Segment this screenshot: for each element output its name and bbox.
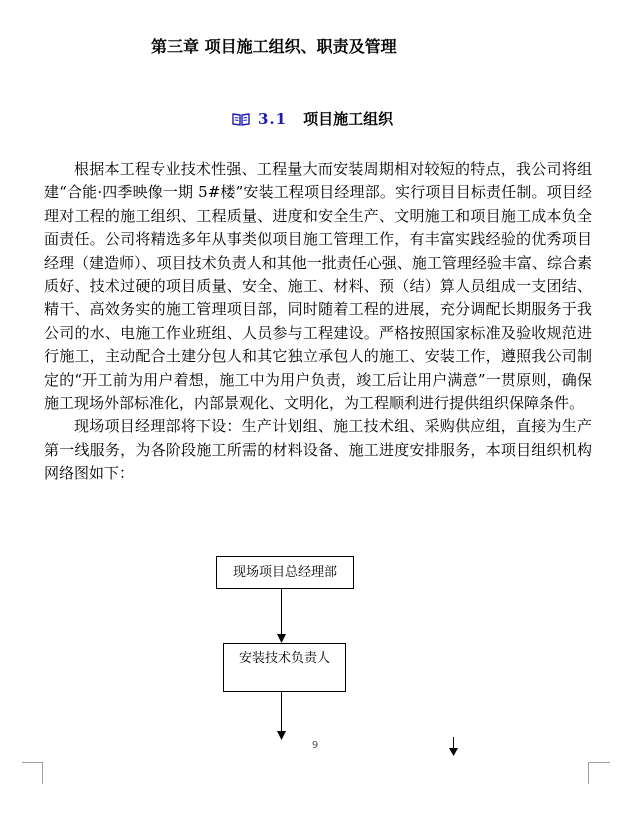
section-title: 项目施工组织 [303, 110, 394, 128]
org-chart-mid-box: 安装技术负责人 [223, 643, 346, 692]
body-text [44, 158, 592, 486]
paragraph-1: 根据本工程专业技术性强、工程量大而安装周期相对较短的特点，我公司将组建“合能·四季映像一期 5#楼”安装工程项目经理部。实行项目目标责任制。项目经理对工程的施工组织、工程质量、进度和安全生产、文明施工和项目施工成本负全面责任。公司将精选多年从事类似项目施工管理工作，有丰富实践经验的优秀项目经理（建造师）、项目技术负责人和其他一批责任心强、施工管理经验丰富、综合素质好、技术过硬的项目质量、安全、施工、材料、预（结）算人员组成一支团结、精干、高效务实的施工管理项目部，同时随着工程的进展，充分调配长期服务于我公司的水、电施工作业班组、人员参与工程建设。严格按照国家标准及验收规范进行施工，主动配合土建分包人和其它独立承包人的施工、安装工作，遵照我公司制定的“开工前为用户着想，施工中为用户负责，竣工后让用户满意”一贯原则，确保施工现场外部标准化，内部景观化、文明化，为工程顺利进行提供组织保障条件。 [44, 160, 592, 413]
page-corner-mark-right-h [588, 762, 610, 763]
arrow-down-icon [277, 731, 286, 740]
book-icon [232, 112, 250, 126]
org-chart-top-box: 现场项目总经理部 [216, 556, 354, 589]
connector-line-1 [281, 589, 282, 639]
connector-line-2 [281, 692, 282, 734]
section-number: 3.1 [258, 109, 288, 128]
arrow-down-icon [277, 634, 286, 643]
page-corner-mark-right [588, 762, 589, 784]
paragraph-2: 现场项目经理部将下设：生产计划组、施工技术组、采购供应组，直接为生产第一线服务，为各阶段施工所需的材料设备、施工进度安排服务，本项目组织机构网络图如下： [44, 417, 592, 483]
section-heading [232, 108, 393, 129]
page-corner-mark-left [22, 762, 43, 784]
arrow-down-icon [449, 748, 458, 756]
page-number: 9 [311, 740, 319, 751]
chapter-title: 第三章 项目施工组织、职责及管理 [151, 37, 397, 56]
page-corner-mark-left-h [22, 762, 43, 763]
